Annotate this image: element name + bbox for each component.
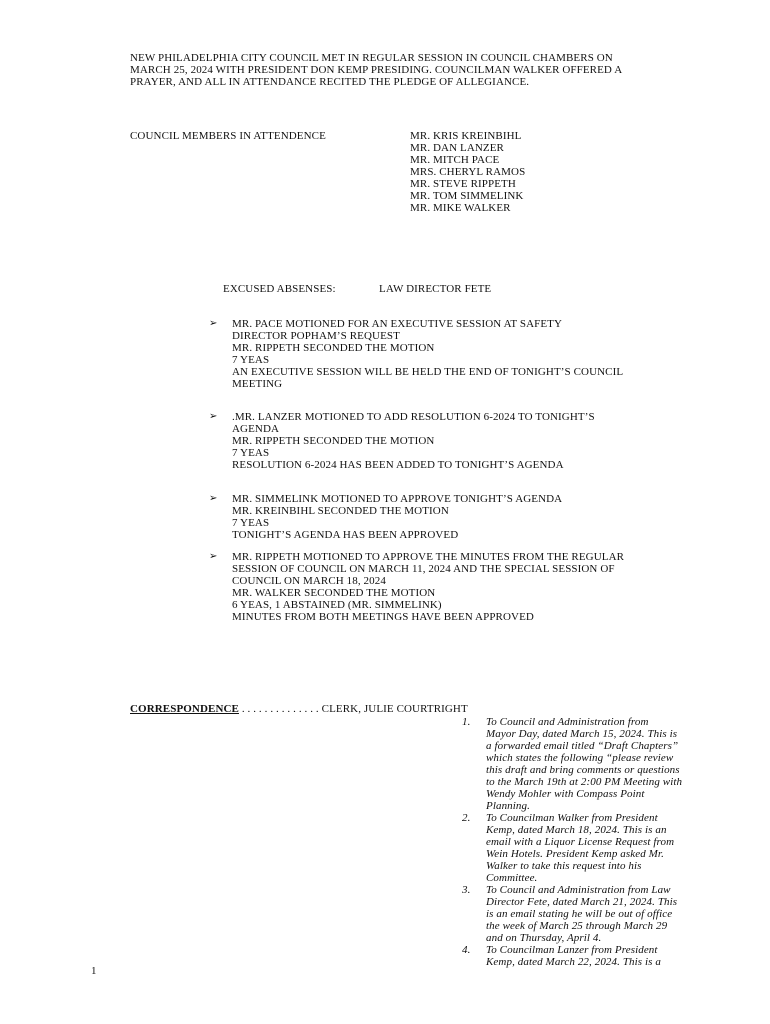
correspondence-item [462,812,712,884]
member-name: MR. TOM SIMMELINK [410,190,524,202]
motion-item [209,411,709,471]
item-line: Wein Hotels. President Kemp asked Mr. [486,848,664,860]
intro-paragraph [130,52,700,88]
item-line: which states the following “please review [486,752,674,764]
motion-line: RESOLUTION 6-2024 HAS BEEN ADDED TO TONIGHT’S AGENDA [232,459,564,471]
correspondence-heading [130,703,468,715]
dot-leader: . . . . . . . . . . . . . . [241,703,319,715]
item-line: Walker to take this request into his [486,860,642,872]
motion-line: MR. RIPPETH SECONDED THE MOTION [232,342,435,354]
item-line: Mayor Day, dated March 15, 2024. This is [486,728,678,740]
correspondence-title: CORRESPONDENCE [130,703,239,715]
item-number: 3. [462,884,471,896]
item-line: Director Fete, dated March 21, 2024. This [486,896,678,908]
motion-line: DIRECTOR POPHAM’S REQUEST [232,330,400,342]
motion-line: AN EXECUTIVE SESSION WILL BE HELD THE END OF TONIGHT’S COUNCIL [232,366,624,378]
item-line: To Council and Administration from Law [486,884,671,896]
intro-line: NEW PHILADELPHIA CITY COUNCIL MET IN REGULAR SESSION IN COUNCIL CHAMBERS ON [130,52,613,64]
motion-line: 6 YEAS, 1 ABSTAINED (MR. SIMMELINK) [232,599,442,611]
item-line: is an email stating he will be out of office [486,908,673,920]
motion-item [209,318,709,390]
member-name: MR. DAN LANZER [410,142,504,154]
item-line: email with a Liquor License Request from [486,836,675,848]
member-name: MRS. CHERYL RAMOS [410,166,526,178]
item-line: to the March 19th at 2:00 PM Meeting with [486,776,683,788]
motion-line: MR. RIPPETH MOTIONED TO APPROVE THE MINUTES FROM THE REGULAR [232,551,625,563]
item-line: and on Thursday, April 4. [486,932,602,944]
arrow-bullet-icon: ➢ [209,318,218,329]
intro-line: PRAYER, AND ALL IN ATTENDANCE RECITED THE PLEDGE OF ALLEGIANCE. [130,76,530,88]
item-line: the week of March 25 through March 29 [486,920,668,932]
motion-line: TONIGHT’S AGENDA HAS BEEN APPROVED [232,529,459,541]
clerk-name: CLERK, JULIE COURTRIGHT [321,703,468,715]
item-line: this draft and bring comments or questions [486,764,680,776]
motion-line: MINUTES FROM BOTH MEETINGS HAVE BEEN APPROVED [232,611,534,623]
page-number: 1 [91,965,97,977]
item-number: 1. [462,716,471,728]
correspondence-item [462,884,712,944]
item-line: To Councilman Lanzer from President [486,944,658,956]
excused-value: LAW DIRECTOR FETE [379,283,492,295]
motion-line: MR. PACE MOTIONED FOR AN EXECUTIVE SESSION AT SAFETY [232,318,563,330]
item-line: To Councilman Walker from President [486,812,658,824]
item-line: Committee. [486,872,538,884]
motion-line: 7 YEAS [232,447,270,459]
motion-line: .MR. LANZER MOTIONED TO ADD RESOLUTION 6-2024 TO TONIGHT’S [232,411,595,423]
motion-line: 7 YEAS [232,354,270,366]
attendance-label: COUNCIL MEMBERS IN ATTENDENCE [130,130,326,142]
motion-item [209,493,709,541]
attendance-members [410,130,525,214]
motion-line: MR. WALKER SECONDED THE MOTION [232,587,436,599]
intro-line: MARCH 25, 2024 WITH PRESIDENT DON KEMP PRESIDING. COUNCILMAN WALKER OFFERED A [130,64,623,76]
motion-line: SESSION OF COUNCIL ON MARCH 11, 2024 AND THE SPECIAL SESSION OF [232,563,615,575]
member-name: MR. KRIS KREINBIHL [410,130,522,142]
motion-item [209,551,709,623]
member-name: MR. STEVE RIPPETH [410,178,516,190]
item-number: 2. [462,812,471,824]
item-line: Kemp, dated March 22, 2024. This is a [486,956,662,968]
arrow-bullet-icon: ➢ [209,411,218,422]
correspondence-item [462,716,712,812]
motion-line: AGENDA [232,423,280,435]
correspondence-list [462,716,712,968]
motion-line: MR. KREINBIHL SECONDED THE MOTION [232,505,449,517]
item-line: Wendy Mohler with Compass Point [486,788,645,800]
motion-line: MR. SIMMELINK MOTIONED TO APPROVE TONIGHT’S AGENDA [232,493,563,505]
item-line: a forwarded email titled “Draft Chapters” [486,740,679,752]
excused-label: EXCUSED ABSENSES: [223,283,336,295]
arrow-bullet-icon: ➢ [209,551,218,562]
motion-line: COUNCIL ON MARCH 18, 2024 [232,575,386,587]
motion-line: MR. RIPPETH SECONDED THE MOTION [232,435,435,447]
motion-line: MEETING [232,378,283,390]
item-number: 4. [462,944,471,956]
item-line: Planning. [486,800,530,812]
item-line: To Council and Administration from [486,716,649,728]
member-name: MR. MITCH PACE [410,154,500,166]
member-name: MR. MIKE WALKER [410,202,511,214]
correspondence-item [462,944,712,968]
arrow-bullet-icon: ➢ [209,493,218,504]
motion-line: 7 YEAS [232,517,270,529]
item-line: Kemp, dated March 18, 2024. This is an [486,824,667,836]
